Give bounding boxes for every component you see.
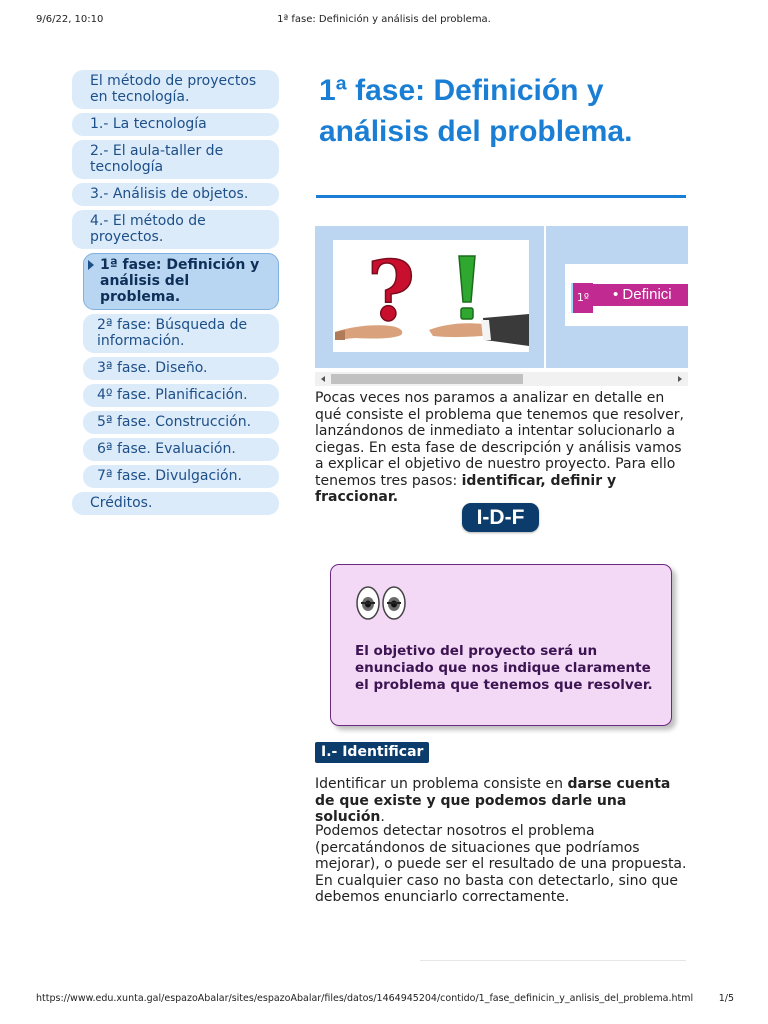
nav-item-label: 3.- Análisis de objetos. <box>90 186 249 202</box>
p1-before: Identificar un problema consiste en <box>315 776 568 792</box>
callout-text: El objetivo del proyecto será un enunciado que nos indique claramente el problema que tenemos que resolver. <box>355 643 653 693</box>
nav-item-label: El método de proyectos en tecnología. <box>90 73 257 105</box>
nav-item-creditos[interactable] <box>72 492 279 515</box>
svg-text:?: ? <box>367 244 416 340</box>
nav-item-label: 5ª fase. Construcción. <box>97 414 252 430</box>
p1-after: . <box>380 809 385 825</box>
print-date: 9/6/22, 10:10 <box>36 14 104 25</box>
slide2-number: 1º <box>571 283 593 313</box>
nav-item-label: 2ª fase: Búsqueda de información. <box>97 317 248 349</box>
nav-arrow-icon <box>88 260 94 270</box>
scroll-right-icon[interactable] <box>678 376 682 382</box>
idf-badge: I-D-F <box>462 503 539 532</box>
intro-bold: identificar, definir y fraccionar. <box>315 472 617 505</box>
scroll-left-icon[interactable] <box>321 376 325 382</box>
objective-callout <box>330 564 672 726</box>
nav-item-fase-2[interactable] <box>83 314 279 353</box>
slide2-label: • Definici <box>613 286 672 303</box>
nav-item-metodo-de-proyectos[interactable] <box>72 210 279 249</box>
title-divider <box>316 195 686 198</box>
nav-item-label: Créditos. <box>90 495 153 511</box>
image-carousel <box>315 226 688 388</box>
footer-divider <box>420 960 686 961</box>
nav-item-fase-3[interactable] <box>83 357 279 380</box>
scrollbar-thumb[interactable] <box>331 374 523 384</box>
print-url: https://www.edu.xunta.gal/espazoAbalar/sites/espazoAbalar/files/datos/1464945204/contido/1_fase_definicin_y_anlisis_del_problema.html <box>36 993 694 1004</box>
nav-item-tecnologia[interactable] <box>72 113 279 136</box>
nav-item-metodo-proyectos[interactable] <box>72 70 279 109</box>
nav-item-fase-4[interactable] <box>83 384 279 407</box>
section-paragraph-2: Podemos detectar nosotros el problema (percatándonos de situaciones que podríamos mejorar), o puede ser el resultado de una propuesta. En cualquier caso no basta con detectarlo, sino que debemos enunciarlo correctamente. <box>315 823 687 905</box>
nav-item-analisis-objetos[interactable] <box>72 183 279 206</box>
section-heading: I.- Identificar <box>315 742 429 763</box>
intro-text: Pocas veces nos paramos a analizar en detalle en qué consiste el problema que tenemos que resolver, lanzándonos de inmediato a intentar solucionarlo a ciegas. En esta fase de descripción y análisis vamos a explicar el objetivo de nuestro proyecto. Para ello tenemos tres pasos: <box>315 390 684 489</box>
question-exclamation-hands-image <box>333 240 529 352</box>
nav-item-label: 1ª fase: Definición y análisis del problema. <box>100 257 260 305</box>
nav-item-fase-7[interactable] <box>83 465 279 488</box>
slide2-label-text: Definici <box>622 286 672 303</box>
intro-paragraph <box>315 390 687 506</box>
nav-item-fase-6[interactable] <box>83 438 279 461</box>
nav-item-label: 4.- El método de proyectos. <box>90 213 206 245</box>
nav-item-fase-1[interactable] <box>83 253 279 310</box>
print-title: 1ª fase: Definición y análisis del problema. <box>277 14 491 25</box>
slide2-card <box>565 264 688 326</box>
carousel-slide-2[interactable] <box>546 226 688 368</box>
p1-bold: darse cuenta de que existe y que podemos darle una solución <box>315 776 671 825</box>
nav-item-aula-taller[interactable] <box>72 140 279 179</box>
print-header <box>0 14 768 28</box>
eyes-icon <box>355 585 407 621</box>
nav-item-label: 1.- La tecnología <box>90 116 207 132</box>
nav-item-label: 6ª fase. Evaluación. <box>97 441 236 457</box>
nav-item-label: 7ª fase. Divulgación. <box>97 468 242 484</box>
carousel-scrollbar[interactable] <box>315 372 688 386</box>
section-paragraph-1 <box>315 776 687 826</box>
sidebar-nav <box>72 70 279 519</box>
page-title: 1ª fase: Definición y análisis del problema. <box>319 74 633 148</box>
nav-item-label: 3ª fase. Diseño. <box>97 360 208 376</box>
print-page-number: 1/5 <box>718 993 734 1004</box>
carousel-track <box>315 226 688 368</box>
nav-item-label: 2.- El aula-taller de tecnología <box>90 143 224 175</box>
nav-item-label: 4º fase. Planificación. <box>97 387 248 403</box>
nav-item-fase-5[interactable] <box>83 411 279 434</box>
carousel-slide-1[interactable] <box>315 226 546 368</box>
